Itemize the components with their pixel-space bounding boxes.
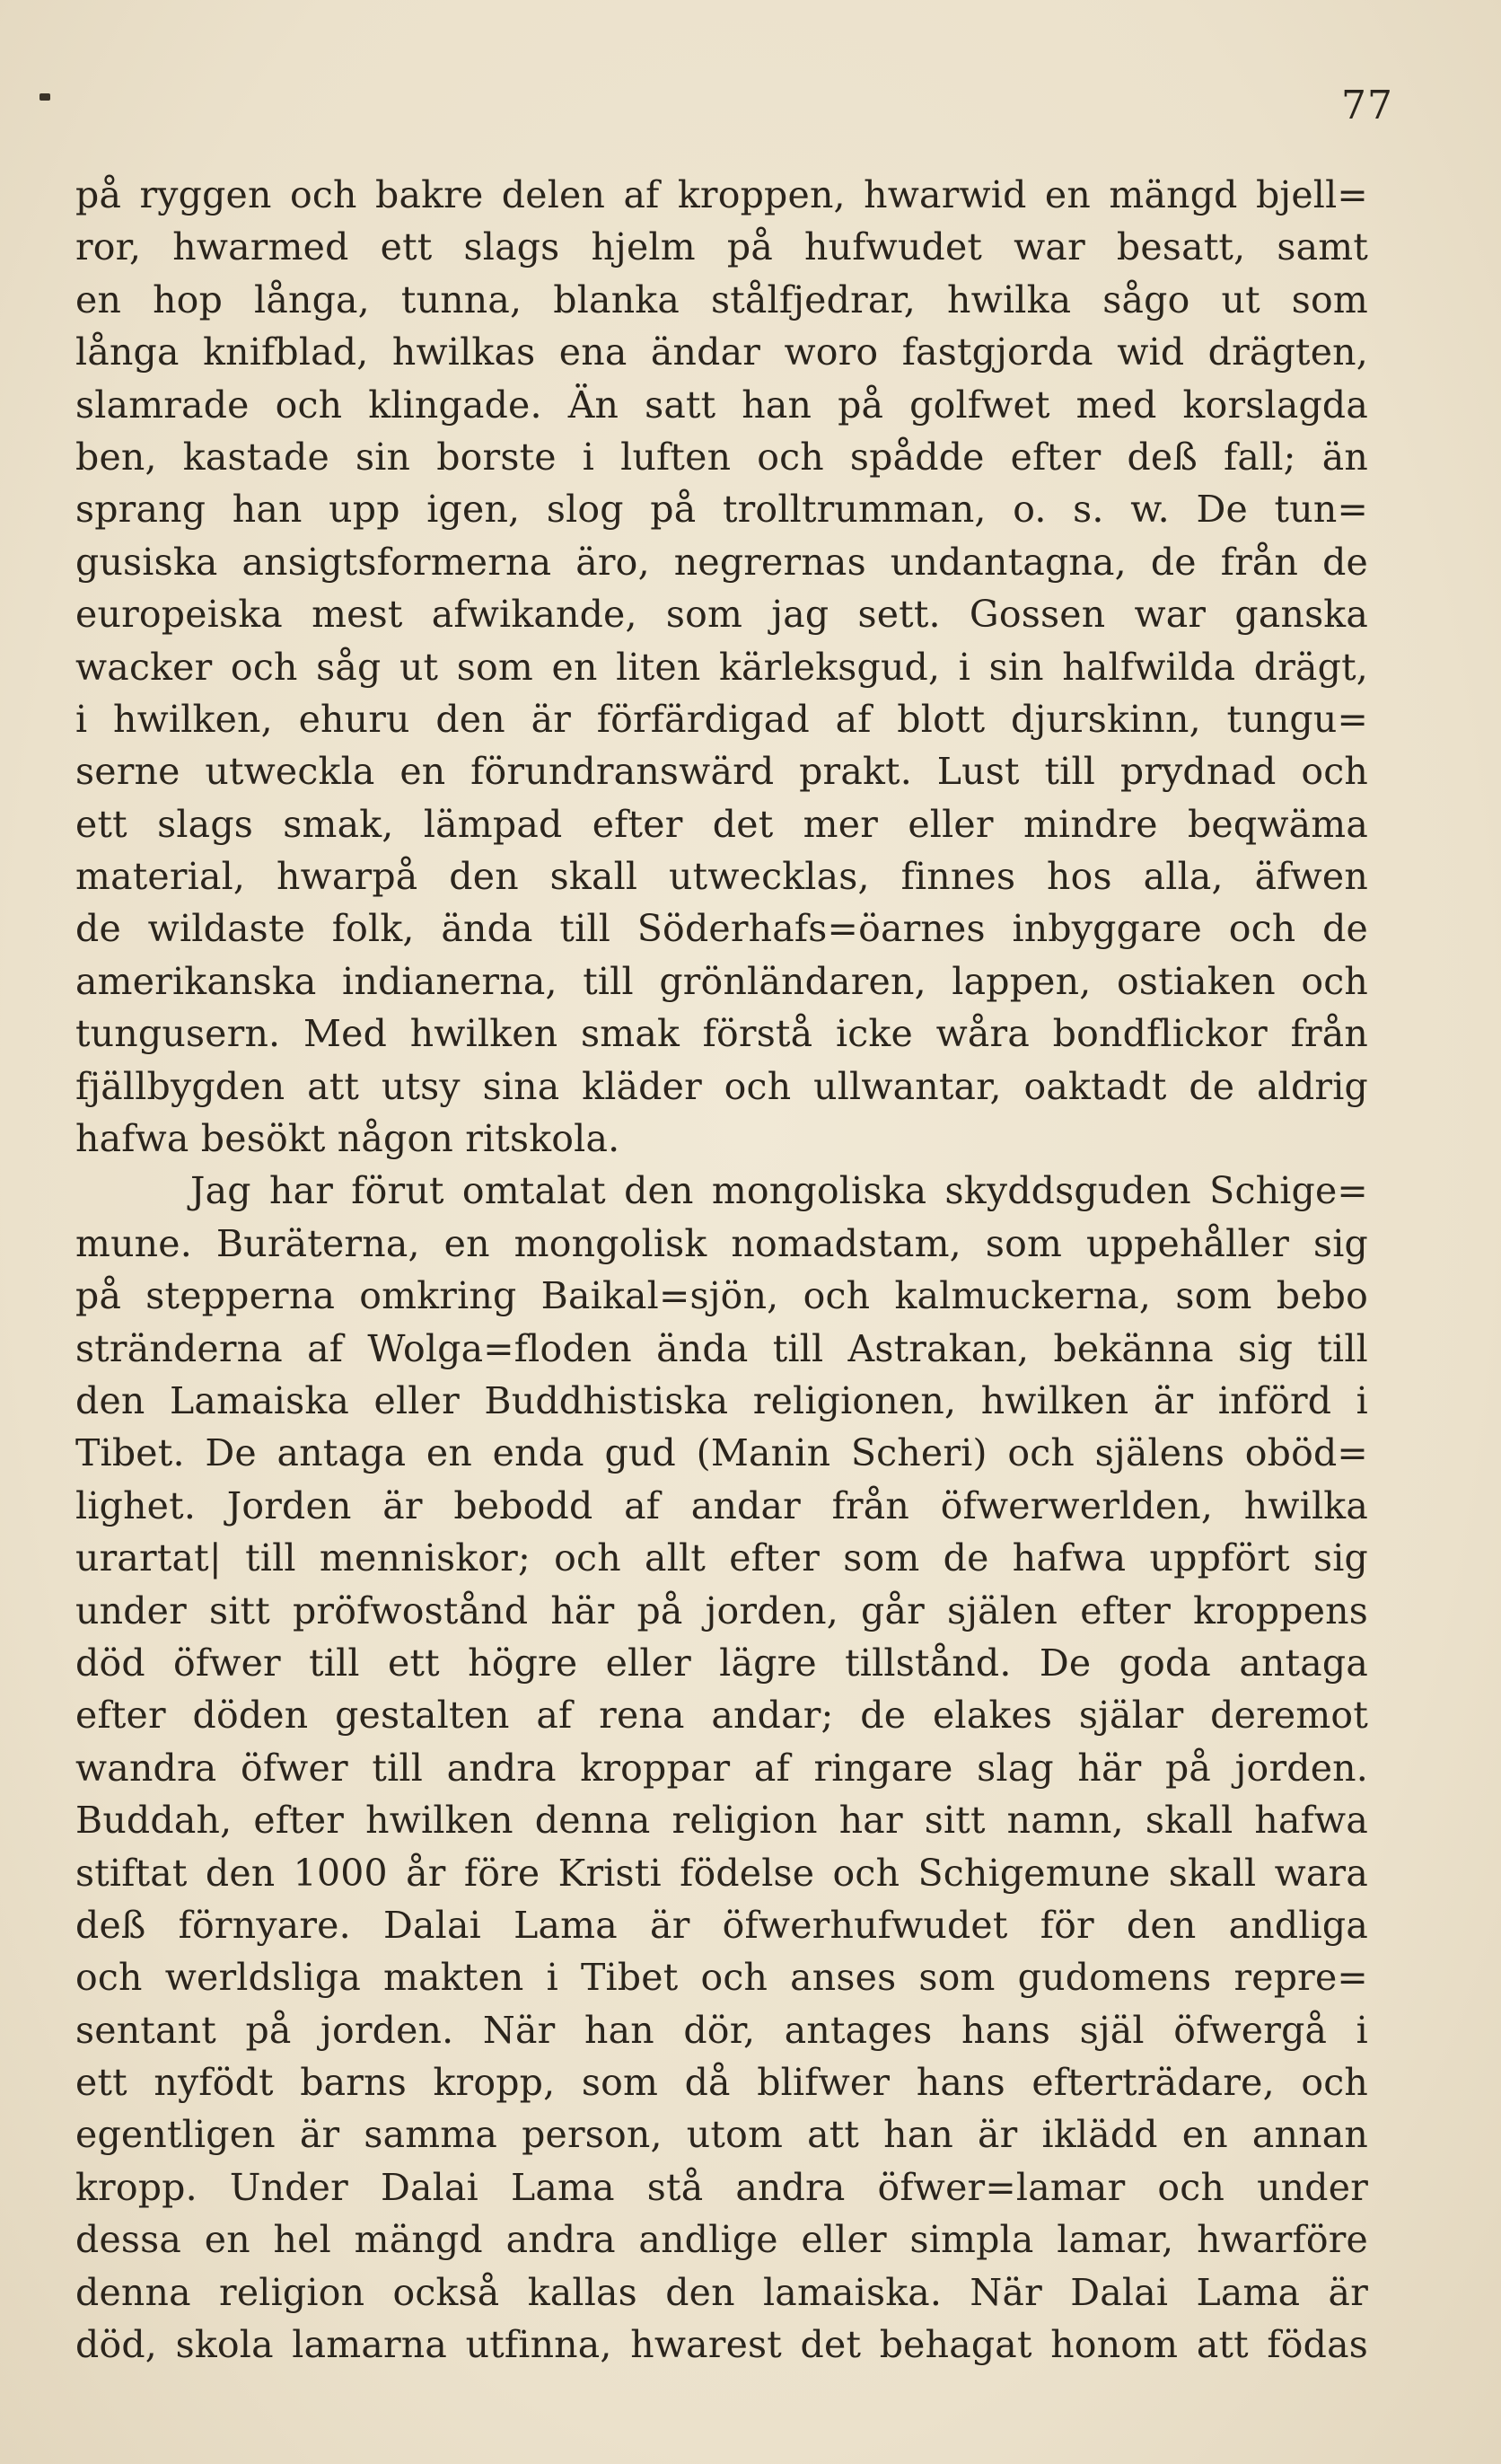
text-line: fjällbygden att utsy sina kläder och ullwantar, oaktadt de aldrig bbox=[75, 1064, 1368, 1108]
text-line: wacker och såg ut som en liten kärleksgud, i sin halfwilda drägt, bbox=[75, 645, 1368, 689]
text-line: tungusern. Med hwilken smak förstå icke wåra bondflickor från bbox=[75, 1012, 1368, 1056]
ink-mark bbox=[40, 93, 50, 101]
text-line: långa knifblad, hwilkas ena ändar woro fastgjorda wid drägten, bbox=[75, 330, 1368, 374]
text-line: material, hwarpå den skall utwecklas, finnes hos alla, äfwen bbox=[75, 855, 1368, 899]
text-line: på ryggen och bakre delen af kroppen, hwarwid en mängd bjell= bbox=[75, 173, 1368, 216]
text-line: sentant på jorden. När han dör, antages hans själ öfwergå i bbox=[75, 2008, 1368, 2052]
text-line: Buddah, efter hwilken denna religion har sitt namn, skall hafwa bbox=[75, 1799, 1368, 1843]
text-line: slamrade och klingade. Än satt han på golfwet med korslagda bbox=[75, 383, 1368, 427]
text-line: hafwa besökt någon ritskola. bbox=[75, 1117, 620, 1161]
text-line: deß förnyare. Dalai Lama är öfwerhufwudet för den andliga bbox=[75, 1903, 1368, 1947]
text-line: wandra öfwer till andra kroppar af ringare slag här på jorden. bbox=[75, 1746, 1368, 1790]
text-line: mune. Buräterna, en mongolisk nomadstam, som uppehåller sig bbox=[75, 1221, 1368, 1265]
text-line: ett nyfödt barns kropp, som då blifwer hans efterträdare, och bbox=[75, 2061, 1368, 2105]
text-line: och werldsliga makten i Tibet och anses som gudomens repre= bbox=[75, 1956, 1368, 2000]
text-line: egentligen är samma person, utom att han är iklädd en annan bbox=[75, 2113, 1368, 2157]
text-line: lighet. Jorden är bebodd af andar från öfwerwerlden, hwilka bbox=[75, 1483, 1368, 1527]
text-line: serne utweckla en förundranswärd prakt. Lust till prydnad och bbox=[75, 750, 1368, 794]
text-line: under sitt pröfwostånd här på jorden, går själen efter kroppens bbox=[75, 1588, 1368, 1632]
text-line: urartat| till menniskor; och allt efter som de hafwa uppfört sig bbox=[75, 1536, 1368, 1580]
text-line: på stepperna omkring Baikal=sjön, och kalmuckerna, som bebo bbox=[75, 1274, 1368, 1318]
page-number: 77 bbox=[1341, 83, 1393, 128]
text-line: europeiska mest afwikande, som jag sett. Gossen war ganska bbox=[75, 593, 1368, 637]
text-line: ben, kastade sin borste i luften och spådde efter deß fall; än bbox=[75, 435, 1368, 479]
text-line: Jag har förut omtalat den mongoliska skyddsguden Schige= bbox=[190, 1169, 1368, 1213]
body-text bbox=[75, 169, 1368, 2371]
text-line: stränderna af Wolga=floden ända till Astrakan, bekänna sig till bbox=[75, 1326, 1368, 1370]
text-line: denna religion också kallas den lamaiska. När Dalai Lama är bbox=[75, 2270, 1368, 2314]
text-line: ett slags smak, lämpad efter det mer eller mindre beqwäma bbox=[75, 802, 1368, 846]
text-line: sprang han upp igen, slog på trolltrumman, o. s. w. De tun= bbox=[75, 488, 1368, 532]
text-line: i hwilken, ehuru den är förfärdigad af blott djurskinn, tungu= bbox=[75, 697, 1368, 741]
text-line: stiftat den 1000 år före Kristi födelse och Schigemune skall wara bbox=[75, 1851, 1368, 1895]
text-line: efter döden gestalten af rena andar; de elakes själar deremot bbox=[75, 1694, 1368, 1738]
text-line: Tibet. De antaga en enda gud (Manin Scheri) och själens oböd= bbox=[75, 1431, 1368, 1475]
text-line: dessa en hel mängd andra andlige eller simpla lamar, hwarföre bbox=[75, 2218, 1368, 2262]
text-line: den Lamaiska eller Buddhistiska religionen, hwilken är införd i bbox=[75, 1378, 1368, 1422]
text-line: ror, hwarmed ett slags hjelm på hufwudet war besatt, samt bbox=[75, 225, 1368, 269]
text-line: amerikanska indianerna, till grönländaren, lappen, ostiaken och bbox=[75, 959, 1368, 1003]
text-line: död öfwer till ett högre eller lägre tillstånd. De goda antaga bbox=[75, 1641, 1368, 1685]
text-line: gusiska ansigtsformerna äro, negrernas undantagna, de från de bbox=[75, 540, 1368, 584]
text-line: de wildaste folk, ända till Söderhafs=öarnes inbyggare och de bbox=[75, 907, 1368, 951]
text-line: kropp. Under Dalai Lama stå andra öfwer=lamar och under bbox=[75, 2165, 1368, 2209]
text-line: en hop långa, tunna, blanka stålfjedrar, hwilka sågo ut som bbox=[75, 277, 1368, 321]
text-line: död, skola lamarna utfinna, hwarest det behagat honom att födas bbox=[75, 2323, 1368, 2367]
